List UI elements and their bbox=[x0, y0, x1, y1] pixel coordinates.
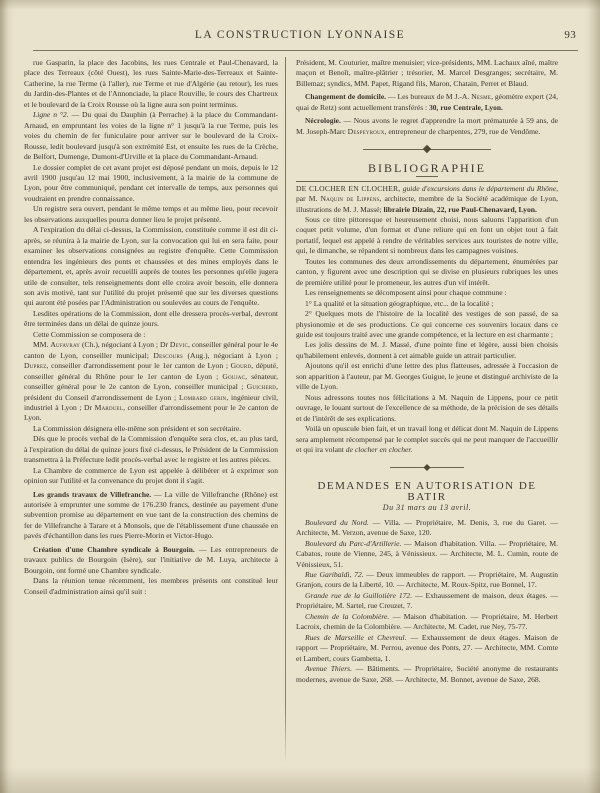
bibliographie-entry: DE CLOCHER EN CLOCHER, guide d'excursions dans le département du Rhône, par M. Naquin de Lippens, architecte, membre de la Société académique de Lyon, illustrations de M. J. Massé; librairie Dizain, 22, rue Paul-Chenavard, Lyon. bbox=[296, 183, 559, 214]
page-number: 93 bbox=[564, 29, 576, 41]
chambre-bourgoin: Création d'une Chambre syndicale à Bourgoin. — Les entrepreneurs de travaux publics de Bourgoin (Isère), sur l'initiative de M. Luya, architecte à Bourgoin, ont formé une Chambre syndicale. bbox=[24, 544, 279, 575]
proces-verbal-delai: Lesdites opérations de la Commission, dont elle dressera procès-verbal, devront être terminées dans un délai de quinze jours. bbox=[24, 308, 278, 329]
biblio-para-7: Voilà un opuscule bien fait, et un travail long et délicat dont M. Naquin de Lippens sera amplement récompensé par le complet succès qui ne peut manquer de l'accueillir et qui ira volant de clocher en clocher. bbox=[296, 424, 558, 454]
fleuron-lozenge-icon bbox=[423, 145, 431, 153]
demande-avenue-thiers: Avenue Thiers. — Bâtiments. — Propriétaire, Société anonyme de restaurants modernes, avenue de Saxe, 268. — Architecte, M. Bonnet, avenue de Saxe, 268. bbox=[296, 664, 558, 684]
demande-rues-marseille-chevreul: Rues de Marseille et Chevreul. — Exhaussement de deux étages. Maison de rapport — Propriétaire, M. Perrou, avenue des Ponts, 27. — Architecte, MM. Comte et Lambert, cours Gambetta, 1. bbox=[296, 632, 559, 663]
composition-intro: Cette Commission se composera de : bbox=[33, 329, 146, 339]
right-column bbox=[296, 58, 558, 685]
biblio-para-5: Ajoutons qu'il est enrichi d'une lettre des plus flatteuses, adressée à l'occasion de son apparition à l'auteur, par M. Georges Guigue, le jeune et distingué archiviste de la ville de Lyon. bbox=[296, 361, 558, 392]
left-column bbox=[24, 58, 278, 597]
commission-enquete: A l'expiration du délai ci-dessus, la Commission, constituée comme il est dit ci-après, se réunira à la mairie de Lyon, sur la convocation qui lui en sera faite, pour examiner les observations consignées au registre d'enquête. Cette Commission entendra les ingénieurs des ponts et chaussées et des mines employés dans le département, et, après avoir recueilli auprès de toutes les personnes qu'elle jugera utile de consulter, tels renseignements dont elle croira avoir besoin, elle donnera son avis motivé, tant sur l'utilité du projet présenté que sur les diverses questions qui auront été posées par l'Administration ou soulevées au cours de l'enquête. bbox=[24, 225, 278, 308]
bureau-bourgoin: Président, M. Couturier, maître menuisier; vice-présidents, MM. Lachaux aîné, maître maçon et Benoît, maître-plâtrier ; trésorier, M. Marcel Desgranges; secrétaire, M. Billemaz; syndics, MM. Papet, Rigand fils, Maron, Chatain, Perret et Blaud. bbox=[296, 58, 558, 88]
transmission-prefecture: Dès que le procès verbal de la Commission d'enquête sera clos, et, au plus tard, à l'expiration du délai de quinze jours fixé ci-dessus, le Président de la Commission transmettra à la Préfecture ledit procès-verbal avec le registre et les autres pièces. bbox=[24, 434, 278, 465]
demande-rue-garibaldi: Rue Garibaldi, 72. — Deux immeubles de rapport. — Propriétaire, M. Augustin Granjon, cours de la Liberté, 10. — Architecte, M. Roux-Spitz, rue Bonnel, 17. bbox=[296, 570, 559, 590]
bibliographie-heading-rule bbox=[416, 176, 438, 177]
demandes-subheading: Du 31 mars au 13 avril. bbox=[382, 503, 472, 513]
demandes-heading: DEMANDES EN AUTORISATION DE BATIR bbox=[317, 480, 537, 503]
ligne-2: Ligne n °2. — Du quai du Dauphin (à Perrache) à la place du Commandant-Arnaud, en empruntant les voies de la ligne n° 1 jusqu'à la rue Terme, puis les voies du chemin de fer funiculaire pour arriver sur le boulevard de la Croix-Rousse, ledit boulevard jusqu'à son extrémité Est, et ensuite les rues de la Crèche, de Belfort, Dumenge, Dumont-d'Urville et la place du Commandant-Arnaud. bbox=[24, 110, 278, 162]
fleuron-lozenge-icon bbox=[423, 464, 430, 471]
dossier-depot: Le dossier complet de cet avant projet est déposé pendant un mois, depuis le 12 avril 1900 jusqu'au 12 mai 1900, inclusivement, à la mairie de la commune de Lyon, pour être communiqué, pendant cet intervalle de temps, aux personnes qui voudraient en prendre connaissance. bbox=[24, 162, 278, 203]
demande-boulevard-du-nord: Boulevard du Nord. — Villa. — Propriétaire, M. Denis, 3, rue du Garet. — Architecte, M. Verzon, avenue de Saxe, 120. bbox=[296, 517, 558, 538]
biblio-para-3: Les renseignements se décomposent ainsi pour chaque commune : bbox=[305, 288, 507, 298]
biblio-para-6: Nous adressons toutes nos félicitations à M. Naquin de Lippens, pour ce petit ouvrage, le louant surtout de l'excellence de sa méthode, de la précision de ses détails et de l'intérêt de ses explications. bbox=[296, 392, 558, 423]
ligne-1-continuation: rue Gasparin, la place des Jacobins, les rues Centrale et Paul-Chenavard, la place des Terreaux (côté Ouest), les rues Sainte-Marie-des-Terreaux et Sainte-Catherine, la rue Terme (à l'aller), rue Terme et rue d'Algérie (au retour), les rues du Jardin-des-Plantes et de l'Annonciade, la place Rouville, le cours des Chartreux et le boulevard de la Croix Rousse où la ligne aura son point terminus. bbox=[24, 58, 278, 109]
biblio-item-1: 1° La qualité et la situation géographique, etc... de la localité ; bbox=[305, 298, 494, 308]
demande-boulevard-parc-artillerie: Boulevard du Parc-d'Artillerie. — Maison d'habitation. Villa. — Propriétaire, M. Cabatos, route de Vienne, 245, à Vénissieux. — Architecte, M. L. Cumin, route de Vénissieux, 51. bbox=[296, 538, 558, 569]
bourgoin-reunion: Dans la réunion tenue récemment, les membres présents ont constitué leur Conseil d'administration ainsi qu'il suit : bbox=[24, 576, 278, 596]
bibliographie-heading: BIBLIOGRAPHIE bbox=[368, 161, 486, 176]
bibliographie-entry-rule-top bbox=[296, 181, 558, 182]
necrologie: Nécrologie. — Nous avons le regret d'apprendre la mort prématurée à 59 ans, de M. Joseph-Marc Despeyroux, entrepreneur de charpentes, 279, rue de Vendôme. bbox=[296, 116, 558, 136]
column-gutter-rule bbox=[285, 57, 286, 764]
demande-chemin-colombiere: Chemin de la Colombière. — Maison d'habitation. — Propriétaire, M. Herbert Lacroix, chemin de la Colombière. — Architecte, M. Cadet, rue Ney, 75-77. bbox=[296, 611, 558, 632]
running-head bbox=[22, 29, 578, 45]
biblio-para-4: Les jolis dessins de M. J. Massé, d'une pointe fine et légère, aussi bien choisis qu'habilement enlevés, donnent à cet aimable guide un attrait particulier. bbox=[296, 340, 558, 360]
bibliographie-section bbox=[296, 163, 558, 455]
header-rule bbox=[33, 50, 578, 51]
biblio-para-1: Sous ce titre pittoresque et heureusement choisi, nous saluons l'apparition d'un coquet petit volume, d'un format et d'une reliure qui en font un objet tout à fait portatif, lequel est appelé à rendre de véritables services aux touristes de notre ville, qui, le dimanche, se répandent si nombreux dans les campagnes voisines. bbox=[296, 214, 558, 256]
designation-president: La Commission désignera elle-même son président et son secrétaire. bbox=[33, 423, 242, 433]
journal-title: LA CONSTRUCTION LYONNAISE bbox=[194, 29, 406, 41]
biblio-para-2: Toutes les communes des deux arrondissements du département, énumérées par canton, y figurent avec une description qui se divise en plusieurs rubriques les unes de première utilité pour le promeneur, les autres d'un vif intérêt. bbox=[296, 256, 558, 287]
biblio-item-2: 2° Quelques mots de l'histoire de la localité des vestiges de son passé, de sa physionomie et de ses productions. Ce qui concerne ces souvenirs locaux dans ce guide est toujours traité avec une grande compétence, et la lecture en est charmante ; bbox=[296, 309, 558, 339]
fleuron-divider-2 bbox=[296, 462, 558, 472]
demandes-section bbox=[296, 481, 558, 685]
registre-observations: Un registre sera ouvert, pendant le même temps et au même lieu, pour recevoir les observations auxquelles pourra donner lieu le projet présenté. bbox=[24, 204, 278, 224]
demande-grande-rue-guillotiere: Grande rue de la Guillotière 172. — Exhaussement de maison, deux étages. — Propriétaire, M. Sartel, rue Creuzet, 7. bbox=[296, 590, 558, 611]
fleuron-divider bbox=[296, 144, 558, 154]
membres-liste: MM. Aufavray (Ch.), négociant à Lyon ; Dr Devic, conseiller général pour le 4e canton de Lyon, conseiller municipal; Descours (Aug.), négociant à Lyon ; Duprez, conseiller d'arrondissement pour le 1er canton de Lyon ; Gourd, député, conseiller général du Rhône pour le 1er canton de Lyon ; Goujac, sénateur, conseiller général pour le 2e canton de Lyon, conseiller municipal ; Guicherd, président du Conseil d'arrondissement de Lyon ; Lombard gerin, ingénieur civil, industriel à Lyon ; Dr Marduel, conseiller d'arrondissement pour le 2e canton de Lyon. bbox=[24, 340, 279, 423]
villefranche: Les grands travaux de Villefranche. — La ville de Villefranche (Rhône) est autorisée à emprunter une somme de 176.230 francs, destinée au payement d'une subvention promise au département en vue tant de la construction des chemins de fer de Villefranche à Tarare et à Monsols, que de l'établissement d'une chaussée en pavés d'échantillon dans les rues Pierre-Morin et Victor-Hugo. bbox=[24, 489, 278, 541]
changement-de-domicile: Changement de domicile. — Les bureaux de M J.-A. Nesme, géomètre expert (24, quai de Retz) sont actuellement transférés : 30, rue Centrale, Lyon. bbox=[296, 92, 558, 112]
chambre-commerce: La Chambre de commerce de Lyon est appelée à délibérer et à exprimer son opinion sur l'utilité et la convenance du projet dont il s'agit. bbox=[24, 465, 278, 486]
